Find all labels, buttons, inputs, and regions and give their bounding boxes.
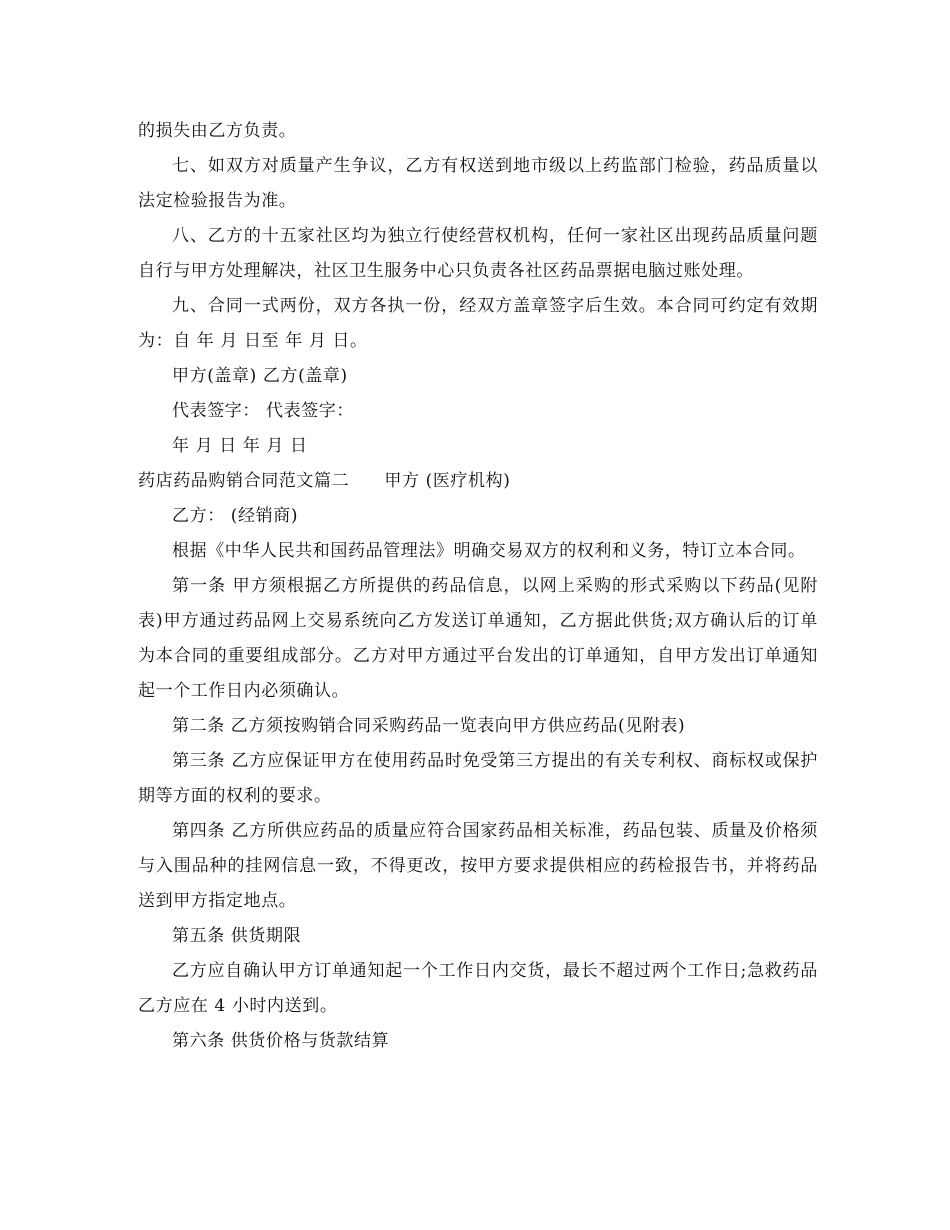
paragraph-preamble: 根据《中华人民共和国药品管理法》明确交易双方的权利和义务，特订立本合同。 [172,541,806,561]
paragraph-clause-9: 九、合同一式两份，双方各执一份，经双方盖章签字后生效。本合同可约定有效期为：自 年 月 日至 年 月 日。 [138,296,818,351]
signature-date-line: 年 月 日 年 月 日 [172,436,308,456]
section-heading: 药店药品购销合同范文篇二 甲方 (医疗机构) [138,471,511,491]
article-2: 第二条 乙方须按购销合同采购药品一览表向甲方供应药品(见附表) [172,716,686,736]
article-5-body: 乙方应自确认甲方订单通知起一个工作日内交货，最长不超过两个工作日;急救药品乙方应在 4 小时内送到。 [138,961,818,1016]
article-3: 第三条 乙方应保证甲方在使用药品时免受第三方提出的有关专利权、商标权或保护期等方面的权利的要求。 [138,751,818,806]
signature-representative-line: 代表签字： 代表签字： [172,401,355,421]
article-1: 第一条 甲方须根据乙方所提供的药品信息，以网上采购的形式采购以下药品(见附表)甲方通过药品网上交易系统向乙方发送订单通知，乙方据此供货;双方确认后的订单为本合同的重要组成部分。乙方对甲方通过平台发出的订单通知，自甲方发出订单通知起一个工作日内必须确认。 [138,576,818,701]
paragraph-continuation: 的损失由乙方负责。 [138,121,297,141]
article-6-heading: 第六条 供货价格与货款结算 [172,1031,390,1051]
paragraph-clause-7: 七、如双方对质量产生争议，乙方有权送到地市级以上药监部门检验，药品质量以法定检验报告为准。 [138,156,818,211]
document-body [138,114,818,1059]
signature-seal-line: 甲方(盖章) 乙方(盖章) [172,366,348,386]
paragraph-clause-8: 八、乙方的十五家社区均为独立行使经营权机构，任何一家社区出现药品质量问题自行与甲方处理解决，社区卫生服务中心只负责各社区药品票据电脑过账处理。 [138,226,818,281]
article-4: 第四条 乙方所供应药品的质量应符合国家药品相关标准，药品包装、质量及价格须与入围品种的挂网信息一致，不得更改，按甲方要求提供相应的药检报告书，并将药品送到甲方指定地点。 [138,821,818,911]
article-5-heading: 第五条 供货期限 [172,926,302,946]
party-b-line: 乙方： (经销商) [172,506,299,526]
